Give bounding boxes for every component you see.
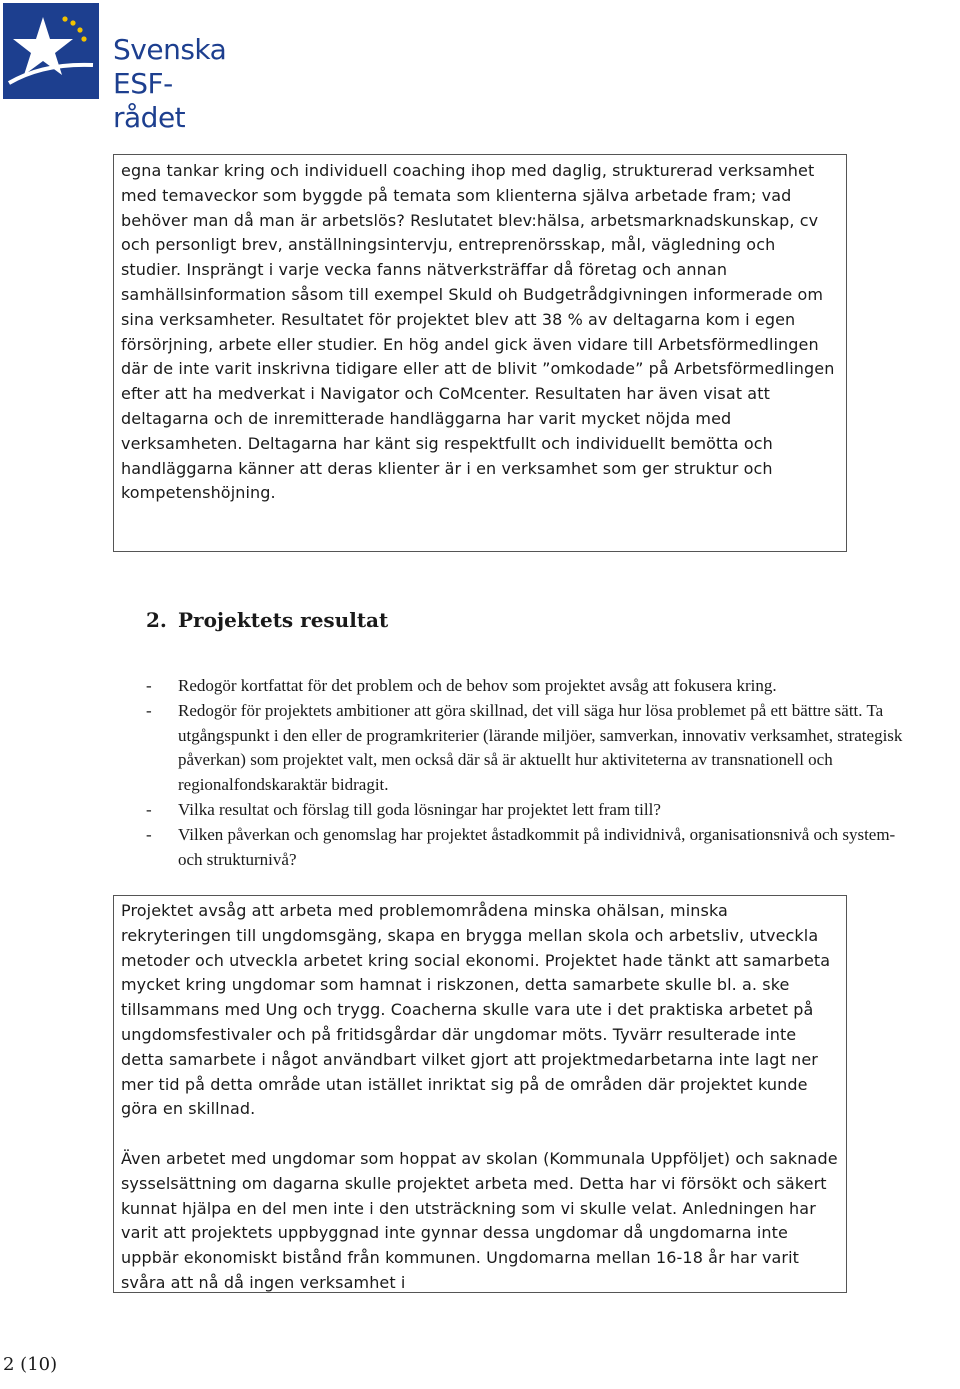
section-title: Projektets resultat [178, 608, 389, 632]
instruction-item [146, 823, 916, 873]
bullet-dash: - [146, 824, 152, 844]
answer-box-2 [113, 895, 847, 1293]
logo-line-1: Svenska [113, 33, 227, 66]
logo-line-2: ESF-rådet [113, 67, 186, 134]
box1-paragraph: egna tankar kring och individuell coaching ihop med daglig, strukturerad verksamhet med temaveckor som byggde på temata som klienterna själva arbetade fram; vad behöver man då man är arbetslös? Reslutatet blev:hälsa, arbetsmarknadskunskap, cv och personligt brev, anställningsintervju, entreprenörsskap, mål, vägledning och studier. Insprängt i varje vecka fanns nätverksträffar då företag och annan samhällsinformation såsom till exempel Skuld oh Budgetrådgivningen informerade om sina verksamheter. Resultatet för projektet blev att 38 % av deltagarna kom i egen försörjning, arbete eller studier. En hög andel gick även vidare till Arbetsförmedlingen där de inte varit inskrivna tidigare eller att de blivit ”omkodade” på Arbetsförmedlingen efter att ha medverkat i Navigator och CoMcenter. Resultaten har även visat att deltagarna och de inremitterade handläggarna har varit mycket nöjda med verksamheten. Deltagarna har känt sig respektfullt och individuellt bemötta och handläggarna känner att deras klienter är i en verksamhet som ger struktur och kompetenshöjning. [121, 161, 835, 503]
esf-logo [3, 3, 233, 134]
instruction-text: Vilka resultat och förslag till goda lösningar har projektet lett fram till? [178, 799, 661, 819]
instruction-text: Vilken påverkan och genomslag har projektet åstadkommit på individnivå, organisationsnivå och system- och strukturnivå? [178, 824, 896, 869]
bullet-dash: - [146, 676, 152, 695]
instruction-text: Redogör för projektets ambitioner att göra skillnad, det vill säga hur lösa problemet på ett bättre sätt. Ta utgångspunkt i den eller de programkriterier (lärande miljöer, samverkan, innovativ verksamhet, strategisk påverkan) som projektet valt, men också där så är aktuellt hur aktiviteterna av transnationell och regionalfondskaraktär bidragit. [178, 700, 903, 795]
star-icon [3, 3, 99, 99]
page-number: 2 (10) [3, 1354, 58, 1375]
instruction-item [146, 699, 916, 798]
box2-paragraph: Även arbetet med ungdomar som hoppat av skolan (Kommunala Uppföljet) och saknade sysselsättning om dagarna skulle projektet arbeta med. Detta har vi försökt och säkert kunnat hjälpa en del men inte i den utsträckning som vi skulle velat. Anledningen har varit att projektets uppbyggnad inte gynnar dessa ungdomar då ungdomarna inte uppbär ekonomiskt bistånd från kommunen. Ungdomarna mellan 16-18 år har varit svåra att nå då ingen verksamhet i [121, 1148, 838, 1292]
logo-star-mark [3, 3, 99, 99]
instruction-text: Redogör kortfattat för det problem och de behov som projektet avsåg att fokusera kring. [178, 676, 777, 695]
instruction-item [146, 798, 916, 823]
logo-wordmark [113, 33, 233, 135]
section-number: 2. [146, 608, 167, 632]
bullet-dash: - [146, 700, 152, 720]
section-heading [146, 606, 388, 634]
instruction-list [146, 674, 916, 872]
answer-box-1 [113, 154, 847, 552]
instruction-item [146, 674, 916, 699]
box2-paragraph: Projektet avsåg att arbeta med problemområdena minska ohälsan, minska rekryteringen till ungdomsgäng, skapa en brygga mellan skola och arbetsliv, utveckla metoder och utveckla arbetet kring social ekonomi. Projektet hade tänkt att samarbeta mycket kring ungdomar som hamnat i riskzonen, detta samarbete skulle bl. a. ske tillsammans med Ung och trygg. Coacherna skulle vara ute i det praktiska arbetet på ungdomsfestivaler och på fritidsgårdar där ungdomar möts. Tyvärr resulterade inte detta samarbete i något användbart vilket gjort att projektmedarbetarna inte lagt ner mer tid på detta område utan istället inriktat sig på de områden där projektet kunde göra en skillnad. [121, 901, 831, 1119]
bullet-dash: - [146, 799, 152, 819]
